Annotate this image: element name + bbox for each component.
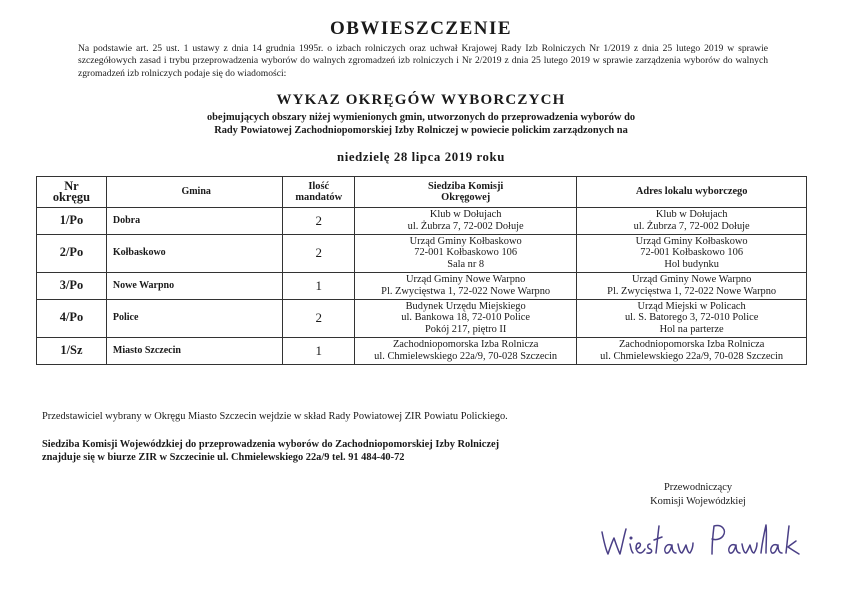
cell-gmina: Police bbox=[106, 299, 283, 337]
header-ilosc: Ilość mandatów bbox=[283, 177, 355, 208]
cell-nr: 3/Po bbox=[37, 272, 107, 299]
cell-siedziba: Zachodniopomorska Izba Rolnicza ul. Chmielewskiego 22a/9, 70-028 Szczecin bbox=[355, 337, 577, 364]
header-siedziba: Siedziba Komisji Okręgowej bbox=[355, 177, 577, 208]
signature-image bbox=[596, 520, 816, 562]
table-row bbox=[37, 234, 807, 272]
header-nr: Nr okręgu bbox=[37, 177, 107, 208]
description-line-1: obejmujących obszary niżej wymienionych gmin, utworzonych do przeprowadzenia wyborów do bbox=[206, 112, 636, 123]
cell-siedziba: Klub w Dołujach ul. Żubrza 7, 72-002 Dołuje bbox=[355, 208, 577, 235]
cell-adres: Zachodniopomorska Izba Rolnicza ul. Chmielewskiego 22a/9, 70-028 Szczecin bbox=[577, 337, 807, 364]
cell-nr: 1/Sz bbox=[37, 337, 107, 364]
cell-gmina: Miasto Szczecin bbox=[106, 337, 283, 364]
cell-siedziba: Budynek Urzędu Miejskiego ul. Bankowa 18, 72-010 Police Pokój 217, piętro II bbox=[355, 299, 577, 337]
description-line-2: Rady Powiatowej Zachodniopomorskiej Izby Rolniczej w powiecie polickim zarządzonych na bbox=[214, 124, 628, 136]
cell-ilosc: 1 bbox=[283, 272, 355, 299]
election-date: niedzielę 28 lipca 2019 roku bbox=[337, 150, 505, 164]
cell-siedziba: Urząd Gminy Nowe Warpno Pl. Zwycięstwa 1, 72-022 Nowe Warpno bbox=[355, 272, 577, 299]
table-row bbox=[37, 299, 807, 337]
districts-table bbox=[36, 176, 807, 365]
list-heading: WYKAZ OKRĘGÓW WYBORCZYCH bbox=[276, 92, 566, 108]
table-row bbox=[37, 337, 807, 364]
szczecin-note: Przedstawiciel wybrany w Okręgu Miasto Szczecin wejdzie w skład Rady Powiatowej ZIR Powiatu Polickiego. bbox=[42, 411, 508, 422]
cell-ilosc: 2 bbox=[283, 208, 355, 235]
cell-gmina: Nowe Warpno bbox=[106, 272, 283, 299]
cell-siedziba: Urząd Gminy Kołbaskowo 72-001 Kołbaskowo 106 Sala nr 8 bbox=[355, 234, 577, 272]
header-gmina: Gmina bbox=[106, 177, 283, 208]
cell-nr: 2/Po bbox=[37, 234, 107, 272]
cell-nr: 1/Po bbox=[37, 208, 107, 235]
headquarters-line-2: znajduje się w biurze ZIR w Szczecinie ul. Chmielewskiego 22a/9 tel. 91 484-40-72 bbox=[42, 452, 405, 463]
signatory-committee: Komisji Wojewódzkiej bbox=[650, 496, 746, 507]
cell-gmina: Kołbaskowo bbox=[106, 234, 283, 272]
table-header-row bbox=[37, 177, 807, 208]
table-row bbox=[37, 272, 807, 299]
signatory-title: Przewodniczący bbox=[663, 482, 733, 493]
cell-ilosc: 2 bbox=[283, 234, 355, 272]
headquarters-line-1: Siedziba Komisji Wojewódzkiej do przeprowadzenia wyborów do Zachodniopomorskiej Izby Rolniczej bbox=[42, 439, 500, 450]
cell-ilosc: 2 bbox=[283, 299, 355, 337]
cell-adres: Urząd Gminy Nowe Warpno Pl. Zwycięstwa 1, 72-022 Nowe Warpno bbox=[577, 272, 807, 299]
legal-basis-paragraph: Na podstawie art. 25 ust. 1 ustawy z dnia 14 grudnia 1995r. o izbach rolniczych oraz uchwał Krajowej Rady Izb Rolniczych Nr 1/2019 z dnia 25 lutego 2019 w sprawie szczegółowych zasad i trybu przeprowadzenia wyborów do walnych zgromadzeń izb rolniczych i Nr 2/2019 z dnia 25 lutego 2019 w sprawie zarządzenia wyborów do walnych zgromadzeń izb rolniczych podaje się do wiadomości: bbox=[78, 43, 768, 79]
headquarters-info bbox=[42, 438, 662, 464]
header-adres: Adres lokalu wyborczego bbox=[577, 177, 807, 208]
signatory-block bbox=[628, 481, 768, 509]
list-description bbox=[150, 112, 692, 138]
cell-nr: 4/Po bbox=[37, 299, 107, 337]
cell-adres: Urząd Gminy Kołbaskowo 72-001 Kołbaskowo 106 Hol budynku bbox=[577, 234, 807, 272]
cell-adres: Urząd Miejski w Policach ul. S. Batorego 3, 72-010 Police Hol na parterze bbox=[577, 299, 807, 337]
table-row bbox=[37, 208, 807, 235]
cell-ilosc: 1 bbox=[283, 337, 355, 364]
cell-adres: Klub w Dołujach ul. Żubrza 7, 72-002 Dołuje bbox=[577, 208, 807, 235]
document-title: OBWIESZCZENIE bbox=[329, 18, 513, 39]
cell-gmina: Dobra bbox=[106, 208, 283, 235]
handwritten-signature bbox=[596, 520, 816, 567]
